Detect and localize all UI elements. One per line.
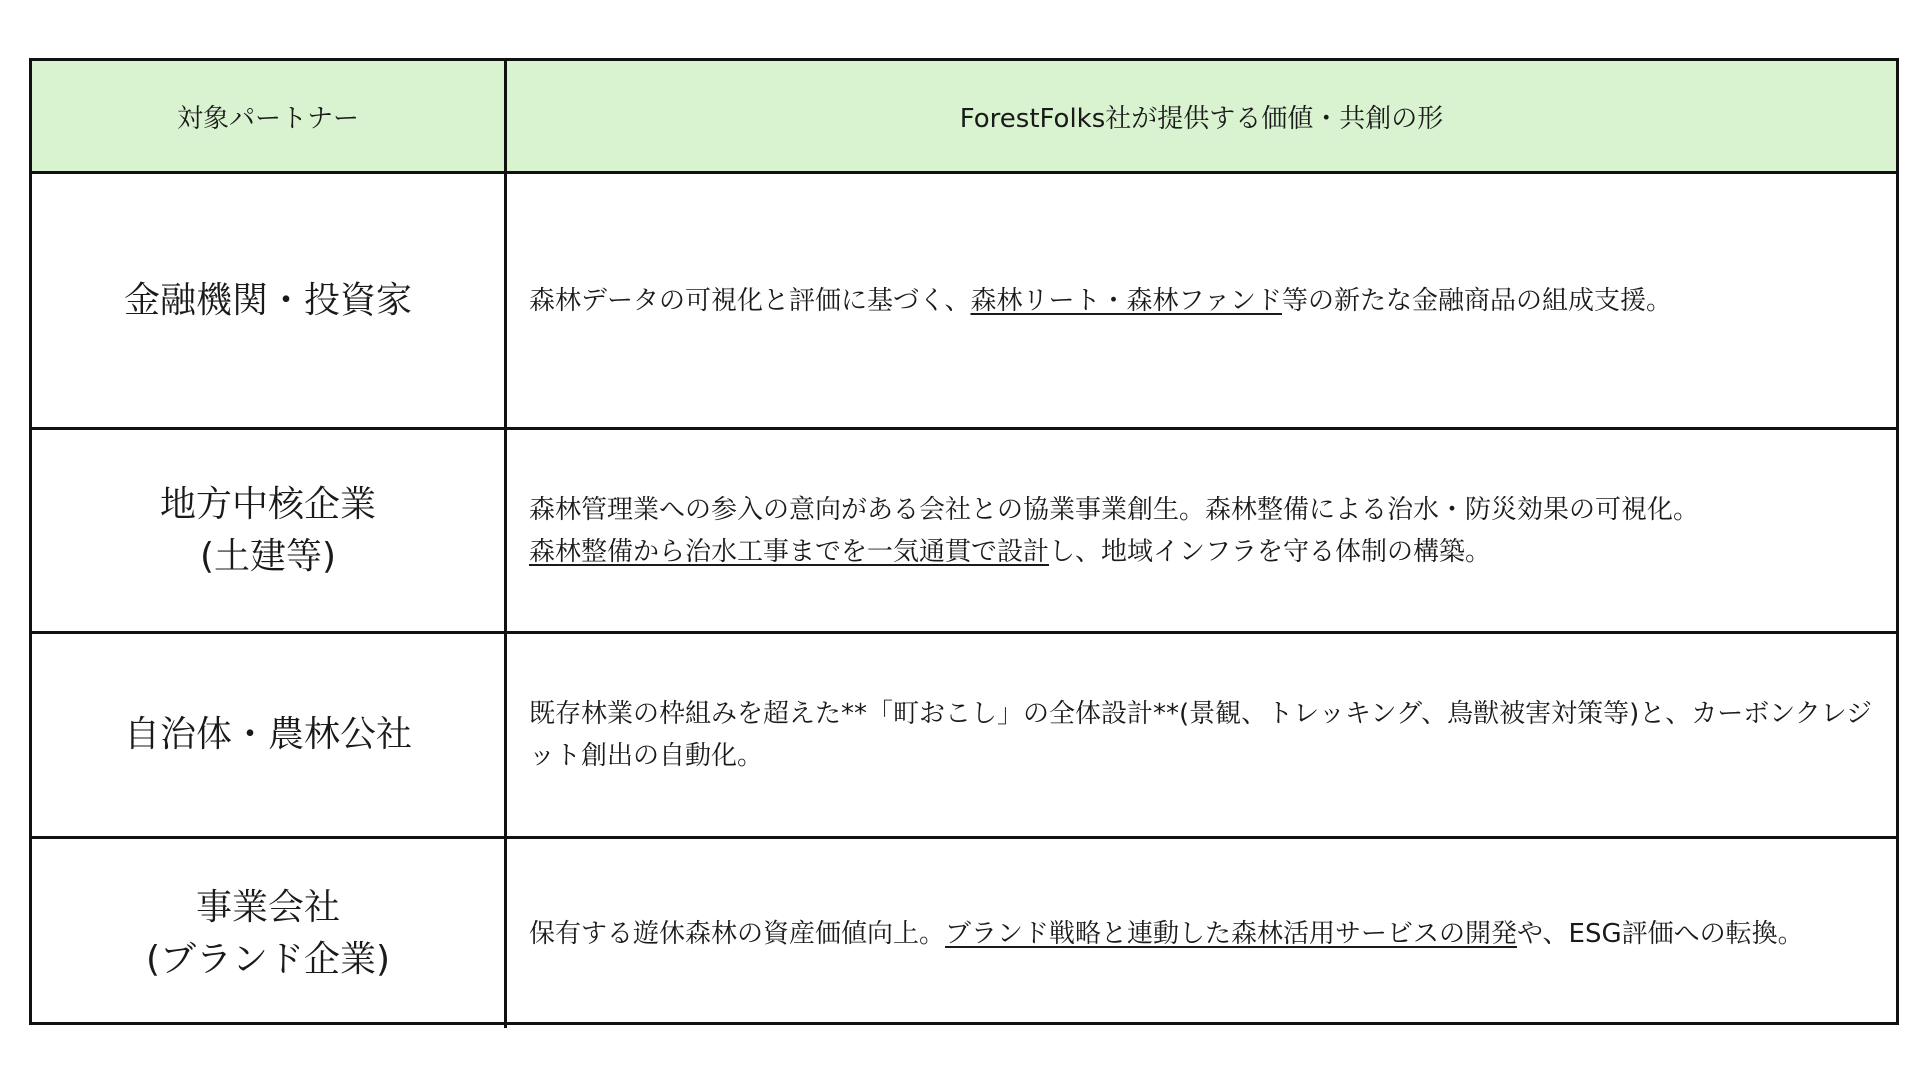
partner-cell xyxy=(32,430,507,634)
partner-cell xyxy=(32,174,507,430)
value-segment: 森林データの可視化と評価に基づく、 xyxy=(529,285,971,316)
partner-cell xyxy=(32,839,507,1028)
value-text xyxy=(529,489,1699,573)
partner-name: 地方中核企業 xyxy=(159,483,376,525)
value-segment: し、地域インフラを守る体制の構築。 xyxy=(1049,536,1492,567)
partner-cell xyxy=(32,634,507,839)
value-cell xyxy=(507,430,1896,634)
value-segment: や、ESG評価への転換。 xyxy=(1517,918,1804,949)
value-highlight: 森林リート・森林ファンド xyxy=(970,285,1282,316)
value-highlight: 森林整備から治水工事までを一気通貫で設計 xyxy=(529,536,1050,567)
value-text: 既存林業の枠組みを超えた**「町おこし」の全体設計**(景観、トレッキング、鳥獣被害対策等)と、カーボンクレジット創出の自動化。 xyxy=(529,699,1873,771)
value-highlight: ブランド戦略と連動した森林活用サービスの開発 xyxy=(945,918,1518,949)
value-cell xyxy=(507,839,1896,1028)
partner-name: 事業会社 xyxy=(195,886,340,928)
value-segment: 森林管理業への参入の意向がある会社との協業事業創生。森林整備による治水・防災効果の可視化。 xyxy=(529,494,1700,525)
partner-name: 自治体・農林公社 xyxy=(123,714,412,755)
value-text xyxy=(529,280,1672,322)
value-segment: 保有する遊休森林の資産価値向上。 xyxy=(529,918,946,949)
value-cell xyxy=(507,174,1896,430)
header-value: ForestFolks社が提供する価値・共創の形 xyxy=(507,61,1896,174)
value-text xyxy=(529,913,1804,955)
partner-name: 金融機関・投資家 xyxy=(123,279,412,321)
partner-subname: (土建等) xyxy=(199,535,337,577)
value-cell xyxy=(507,634,1896,839)
partner-value-table xyxy=(29,58,1899,1025)
partner-subname: (ブランド企業) xyxy=(145,938,391,980)
header-partner: 対象パートナー xyxy=(32,61,507,174)
value-segment: 等の新たな金融商品の組成支援。 xyxy=(1281,285,1672,316)
